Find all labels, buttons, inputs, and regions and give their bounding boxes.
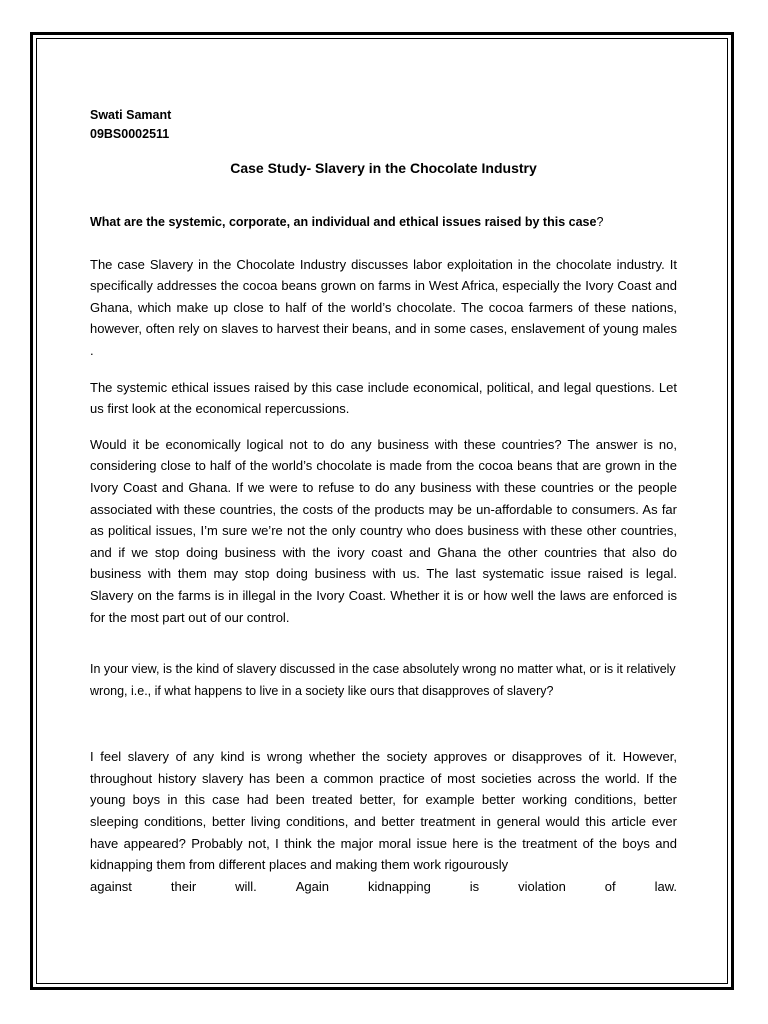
author-name: Swati Samant: [90, 108, 172, 122]
last-line-word: Again: [295, 878, 329, 894]
paragraph-3: Would it be economically logical not to do any business with these countries? The answer is no, considering close to half of the world’s chocolate is made from the cocoa beans that are grown in the Ivory Coast and Ghana. If we were to refuse to do any business with these countries or the people associated with these countries, the costs of the products may be un-affordable to consumers. As far as political issues, I’m sure we’re not the only country who does business with these other countries, and if we stop doing business with the ivory coast and Ghana the other countries that also do business with them may stop doing business with us. The last systematic issue raised is legal. Slavery on the farms is in illegal in the Ivory Coast. Whether it is or how well the laws are enforced is for the most part out of our control.: [90, 436, 677, 625]
paragraph-4: [90, 746, 677, 876]
question-2: In your view, is the kind of slavery discussed in the case absolutely wrong no matter what, or is it relatively wrong, i.e., if what happens to live in a society like ours that disapproves of slavery?: [90, 662, 676, 698]
paragraph-4-text: I feel slavery of any kind is wrong whether the society approves or disapproves of it. However, throughout history slavery has been a common practice of most societies across the world. If the young boys in this case had been treated better, for example better working conditions, better sleeping conditions, better living conditions, and better treatment in general would this article ever have appeared? Probably not, I think the major moral issue here is the treatment of the boys and kidnapping them from different places and making them work rigourously: [90, 749, 677, 873]
last-line-word: against: [90, 878, 132, 894]
last-line-word: will.: [235, 878, 257, 894]
document-title: Case Study- Slavery in the Chocolate Industry: [230, 160, 537, 176]
last-line-word: of: [604, 878, 616, 894]
question-1-text: What are the systemic, corporate, an individual and ethical issues raised by this case: [90, 215, 597, 229]
paragraph-2: The systemic ethical issues raised by this case include economical, political, and legal questions. Let us first look at the economical repercussions.: [90, 379, 677, 417]
paragraph-1: The case Slavery in the Chocolate Industry discusses labor exploitation in the chocolate industry. It specifically addresses the cocoa beans grown on farms in West Africa, especially the Ivory Coast and Ghana, which make up close to half of the world’s chocolate. The cocoa farmers of these nations, however, often rely on slaves to harvest their beans, and in some cases, enslavement of young males .: [90, 256, 677, 358]
last-line-word: law.: [654, 878, 677, 894]
question-1: [90, 212, 677, 234]
document-body: [90, 106, 677, 897]
paragraph-4-last-line: [90, 876, 677, 898]
question-1-punct: ?: [596, 215, 604, 229]
last-line-word: their: [170, 878, 197, 894]
last-line-word: kidnapping: [367, 878, 431, 894]
last-line-word: violation: [518, 878, 566, 894]
last-line-word: is: [469, 878, 480, 894]
author-id: 09BS0002511: [90, 127, 170, 141]
